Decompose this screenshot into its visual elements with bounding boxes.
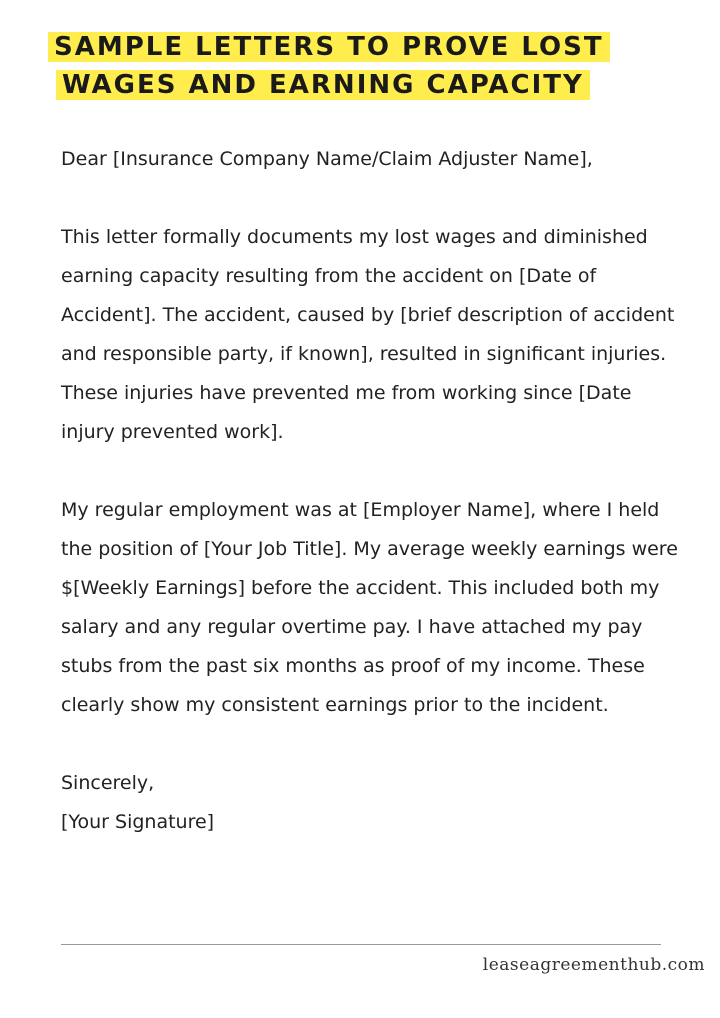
footer-divider bbox=[61, 944, 661, 945]
letter-signature: [Your Signature] bbox=[61, 811, 215, 833]
title-line-2 bbox=[48, 66, 688, 104]
title-line-1-text: SAMPLE LETTERS TO PROVE LOST bbox=[48, 32, 610, 62]
letter-paragraph-2: My regular employment was at [Employer Name], where I held the position of [Your Job Title]. My average weekly earnings were $[Weekly Earnings] before the accident. This included both my salary and any regular overtime pay. I have attached my pay stubs from the past six months as proof of my income. These clearly show my consistent earnings prior to the incident. bbox=[61, 499, 678, 716]
letter-salutation: Dear [Insurance Company Name/Claim Adjuster Name], bbox=[61, 148, 593, 170]
letter-closing: Sincerely, bbox=[61, 772, 155, 794]
letter-body bbox=[61, 140, 691, 842]
page-title bbox=[48, 28, 688, 104]
letter-paragraph-1: This letter formally documents my lost wages and diminished earning capacity resulting from the accident on [Date of Accident]. The accident, caused by [brief description of accident and responsible party, if known], resulted in significant injuries. These injuries have prevented me from working since [Date injury prevented work]. bbox=[61, 226, 675, 443]
title-line-1 bbox=[48, 28, 688, 66]
footer-website: leaseagreementhub.com bbox=[482, 955, 705, 975]
title-line-2-text: WAGES AND EARNING CAPACITY bbox=[56, 70, 590, 100]
